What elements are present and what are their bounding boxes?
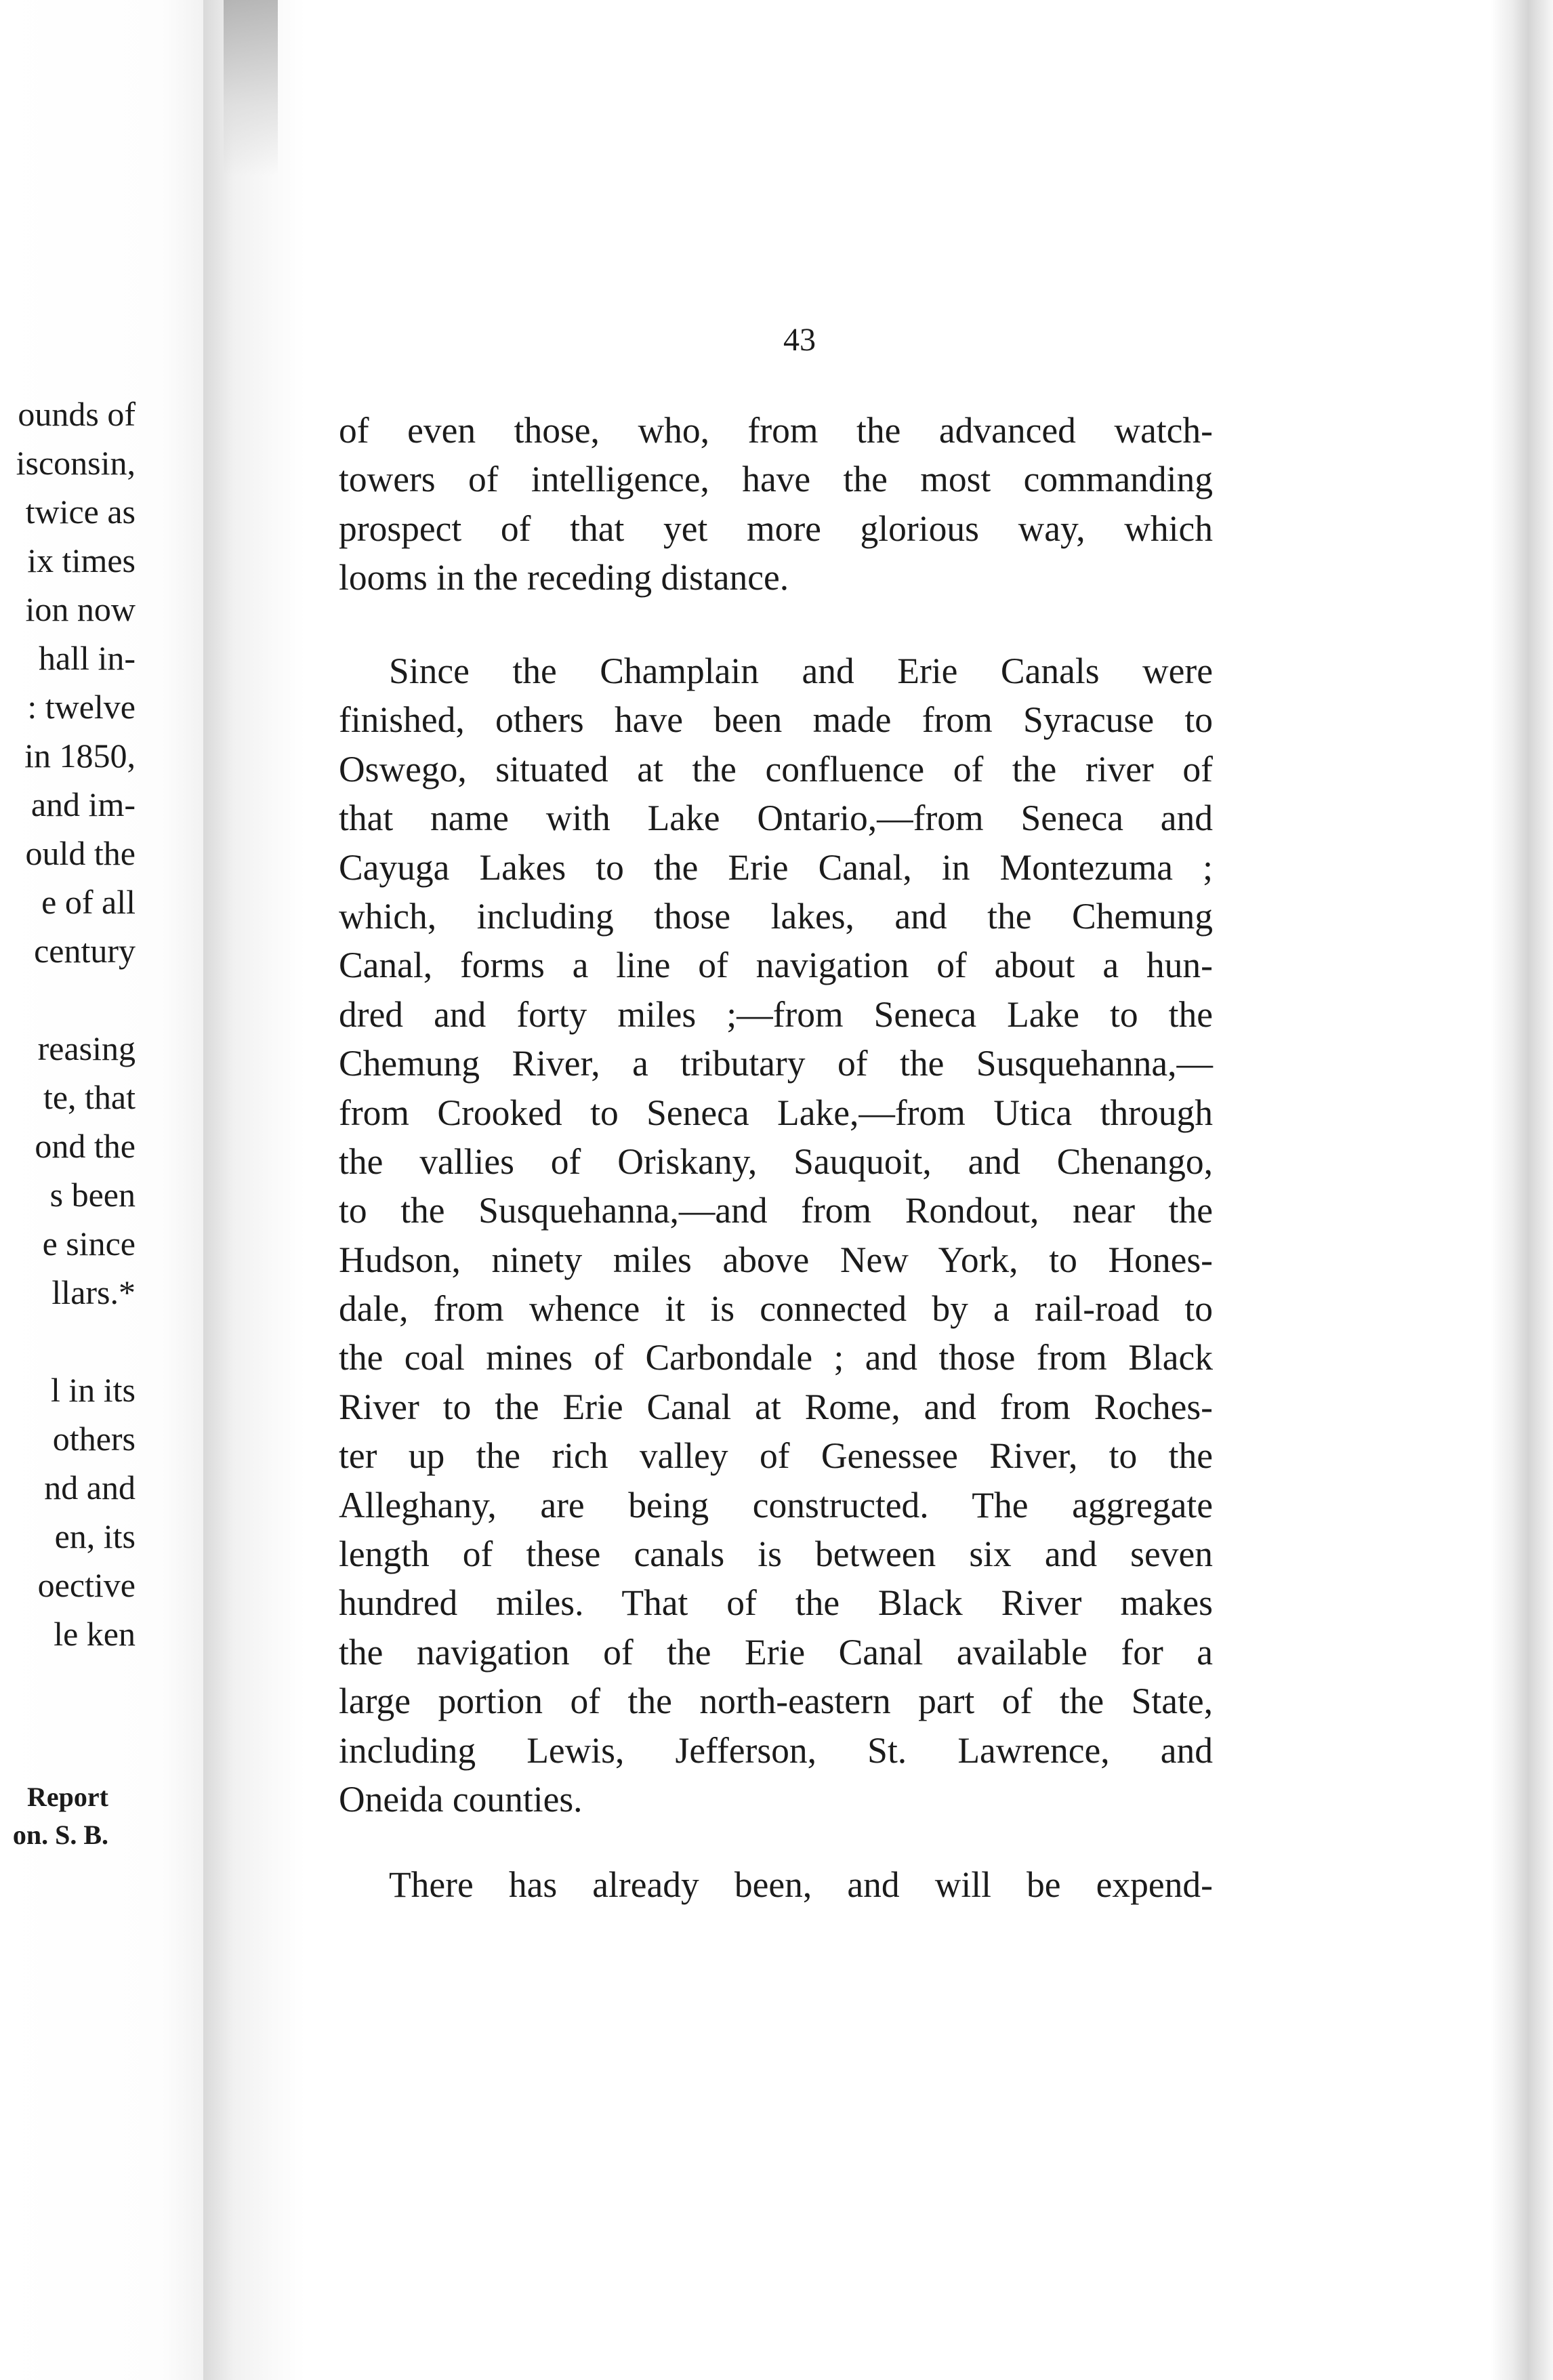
text-line: the vallies of Oriskany, Sauquoit, and Chenango, <box>339 1141 1213 1182</box>
facing-text-line: llars.* <box>51 1273 136 1311</box>
text-line: towers of intelligence, have the most commanding <box>339 459 1213 500</box>
text-line: ter up the rich valley of Genessee River, to the <box>339 1435 1213 1477</box>
facing-text-line: en, its <box>54 1517 136 1555</box>
facing-text-line: and im- <box>30 785 136 823</box>
text-line: the coal mines of Carbondale ; and those from Black <box>339 1337 1213 1378</box>
paragraph-3 <box>339 1860 1213 1909</box>
text-line: which, including those lakes, and the Chemung <box>339 895 1213 937</box>
text-line: hundred miles. That of the Black River makes <box>339 1582 1213 1624</box>
facing-text-line: nd and <box>44 1469 136 1506</box>
page-number: 43 <box>783 322 816 358</box>
facing-text-line: s been <box>49 1176 136 1214</box>
facing-text-line: others <box>52 1420 136 1458</box>
text-line: from Crooked to Seneca Lake,—from Utica through <box>339 1092 1213 1133</box>
text-line: Canal, forms a line of navigation of about a hun- <box>339 945 1213 986</box>
facing-text-line: ould the <box>25 834 136 872</box>
facing-text-line: l in its <box>50 1371 136 1409</box>
text-line: that name with Lake Ontario,—from Seneca and <box>339 798 1213 839</box>
facing-text-line: ond the <box>35 1127 136 1165</box>
facing-text-line: oective <box>37 1566 136 1604</box>
text-line: large portion of the north-eastern part of the State, <box>339 1681 1213 1722</box>
facing-page-left <box>0 0 203 2380</box>
text-line: Alleghany, are being constructed. The aggregate <box>339 1484 1213 1525</box>
text-line: to the Susquehanna,—and from Rondout, near the <box>339 1190 1213 1231</box>
facing-text-line: e of all <box>41 883 136 921</box>
text-line: River to the Erie Canal at Rome, and from Roches- <box>339 1386 1213 1427</box>
paragraph-2 <box>339 647 1213 1824</box>
text-line: There has already been, and will be expend- <box>389 1864 1213 1905</box>
facing-text-line: ion now <box>25 590 136 628</box>
text-line: finished, others have been made from Syracuse to <box>339 699 1213 741</box>
text-line: Oneida counties. <box>339 1778 583 1820</box>
text-line: dred and forty miles ;—from Seneca Lake to the <box>339 993 1213 1035</box>
text-line: looms in the receding distance. <box>339 557 789 598</box>
facing-text-line: twice as <box>25 493 136 531</box>
facing-text-line: ounds of <box>18 395 136 433</box>
facing-text-line: hall in- <box>38 639 136 677</box>
text-line: the navigation of the Erie Canal available for a <box>339 1631 1213 1673</box>
text-line: including Lewis, Jefferson, St. Lawrence, and <box>339 1729 1213 1771</box>
facing-text-line: e since <box>42 1225 136 1263</box>
facing-text-line: ix times <box>27 541 136 579</box>
text-line: Chemung River, a tributary of the Susquehanna,— <box>339 1043 1213 1084</box>
facing-text-line: : twelve <box>27 688 136 726</box>
facing-text-line: in 1850, <box>24 737 136 775</box>
facing-text-line: isconsin, <box>16 444 136 482</box>
text-line: Since the Champlain and Erie Canals were <box>389 651 1213 691</box>
text-line: Hudson, ninety miles above New York, to Hones- <box>339 1239 1213 1280</box>
paragraph-1 <box>339 406 1213 602</box>
binding-shadow <box>224 0 278 176</box>
text-line: prospect of that yet more glorious way, which <box>339 508 1213 549</box>
facing-footnote-line: Report <box>27 1782 108 1812</box>
facing-text-line: century <box>34 932 136 970</box>
facing-text-line: reasing <box>37 1029 136 1067</box>
facing-footnote-line: on. S. B. <box>12 1820 108 1850</box>
text-line: Cayuga Lakes to the Erie Canal, in Montezuma ; <box>339 846 1213 888</box>
book-gutter <box>203 0 305 2380</box>
text-line: length of these canals is between six and seven <box>339 1534 1213 1575</box>
facing-text-line: le ken <box>54 1615 136 1653</box>
text-line: of even those, who, from the advanced watch- <box>339 410 1213 451</box>
text-line: Oswego, situated at the confluence of the river of <box>339 748 1213 789</box>
page-edge <box>1491 0 1553 2380</box>
text-line: dale, from whence it is connected by a rail-road to <box>339 1288 1213 1330</box>
facing-text-line: te, that <box>43 1078 136 1116</box>
